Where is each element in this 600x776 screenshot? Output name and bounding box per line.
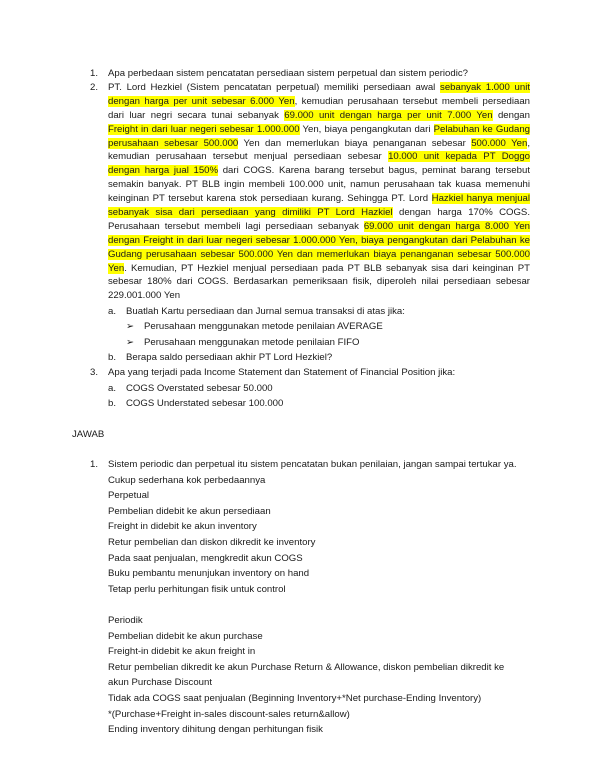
text-segment: , xyxy=(527,137,530,149)
answer-line: Retur pembelian dan diskon dikredit ke inventory xyxy=(108,536,316,548)
answer-line: Tetap perlu perhitungan fisik untuk control xyxy=(108,583,286,595)
answer-line: akun Purchase Discount xyxy=(108,677,212,689)
question-2a-text: Buatlah Kartu persediaan dan Jurnal semua transaksi di atas jika: xyxy=(126,306,405,317)
question-2-line xyxy=(108,192,530,206)
question-3a xyxy=(108,382,273,396)
question-3-number: 3. xyxy=(90,367,99,378)
bullet-average-text: Perusahaan menggunakan metode penilaian AVERAGE xyxy=(144,321,383,332)
question-2-line xyxy=(108,289,530,303)
question-3a-label: a. xyxy=(108,383,117,394)
answer-line: Retur pembelian dikredit ke akun Purchase Return & Allowance, diskon pembelian dikredit ke xyxy=(108,661,505,673)
highlighted-text: 10.000 unit kepada PT Doggo xyxy=(388,151,530,163)
question-2b-text: Berapa saldo persediaan akhir PT Lord Hezkiel? xyxy=(126,352,333,363)
question-3b-label: b. xyxy=(108,398,117,409)
question-2-line xyxy=(108,262,530,276)
text-segment: keinginan PT tersebut karena stok persediaan kurang. Sehingga PT. Lord xyxy=(108,193,432,205)
highlighted-text: 500.000 Yen xyxy=(471,137,528,149)
highlighted-text: perusahaan sebesar 500.000 xyxy=(108,137,239,149)
answer-line: Freight in didebit ke akun inventory xyxy=(108,521,257,533)
highlighted-text: sebanyak 1.000 unit xyxy=(440,82,530,93)
text-segment: dengan xyxy=(492,109,530,121)
question-3-text: Apa yang terjadi pada Income Statement dan Statement of Financial Position jika: xyxy=(108,367,456,378)
highlighted-text: dengan harga jual 150% xyxy=(108,165,219,177)
question-2-line xyxy=(108,275,530,289)
question-2a-label: a. xyxy=(108,306,117,317)
answer-1-number: 1. xyxy=(90,459,99,470)
answer-line: Freight-in didebit ke akun freight in xyxy=(108,646,256,658)
text-segment: 229.001.000 Yen xyxy=(108,290,181,302)
arrow-bullet-icon: ➢ xyxy=(126,337,135,348)
bullet-average xyxy=(126,320,383,334)
question-3a-text: COGS Overstated sebesar 50.000 xyxy=(126,383,273,394)
question-2b xyxy=(108,351,332,365)
question-2-line xyxy=(108,220,530,234)
text-segment: kemudian perusahaan tersebut menjual persediaan sebesar xyxy=(108,151,389,163)
question-2-line xyxy=(108,206,530,220)
question-2-line xyxy=(108,234,530,248)
text-segment: dengan harga 170% COGS. xyxy=(392,207,530,219)
highlighted-text: Hazkiel hanya menjual xyxy=(431,193,530,205)
question-2-line xyxy=(108,109,530,123)
question-2-line xyxy=(108,164,530,178)
text-segment: PT. Lord Hezkiel (Sistem pencatatan perpetual) memiliki persediaan awal xyxy=(108,82,441,93)
answer-line: Tidak ada COGS saat penjualan (Beginning Inventory+*Net purchase-Ending Inventory) xyxy=(108,692,482,704)
bullet-fifo-text: Perusahaan menggunakan metode penilaian FIFO xyxy=(144,337,360,348)
answer-line: Pembelian didebit ke akun persediaan xyxy=(108,505,271,517)
question-2-line xyxy=(108,123,530,137)
answer-line: Sistem periodic dan perpetual itu sistem pencatatan bukan penilaian, jangan sampai tertukar ya. xyxy=(108,459,517,470)
answer-line: Periodik xyxy=(108,614,143,626)
question-1-text: Apa perbedaan sistem pencatatan persediaan sistem perpetual dan sistem periodic? xyxy=(108,68,468,79)
answer-heading: JAWAB xyxy=(72,429,105,440)
answer-line: *(Purchase+Freight in-sales discount-sales return&allow) xyxy=(108,708,350,720)
answer-line: Cukup sederhana kok perbedaannya xyxy=(108,474,266,486)
question-2-number: 2. xyxy=(90,82,99,93)
highlighted-text: dengan harga per unit sebesar 6.000 Yen xyxy=(108,95,295,107)
highlighted-text: sebanyak sisa dari persediaan yang dimiliki PT Lord Hazkiel xyxy=(108,207,393,219)
arrow-bullet-icon: ➢ xyxy=(126,321,135,332)
text-segment: Yen, biaya pengangkutan dari xyxy=(299,123,434,135)
highlighted-text: 69.000 unit dengan harga per unit 7.000 Yen xyxy=(284,109,493,121)
highlighted-text: dengan Freight in dari luar negeri sebesar 1.000.000 Yen, biaya pengangkutan dari Pelabuhan ke xyxy=(108,234,530,246)
question-2-line xyxy=(108,248,530,262)
question-3b xyxy=(108,397,283,411)
highlighted-text: Freight in dari luar negeri sebesar 1.000.000 xyxy=(108,123,300,135)
answer-line: Buku pembantu menunjukan inventory on hand xyxy=(108,568,310,580)
answer-1-body xyxy=(108,457,517,738)
answer-line: Pada saat penjualan, mengkredit akun COGS xyxy=(108,552,303,564)
text-segment: dari COGS. Karena barang tersebut bagus, peminat barang tersebut xyxy=(218,165,530,177)
text-segment: , kemudian perusahaan tersebut membeli persediaan xyxy=(294,95,530,107)
text-segment: Perusahaan tersebut membeli lagi persediaan sebanyak xyxy=(108,220,364,232)
question-2-line xyxy=(108,95,530,109)
answer-line: Perpetual xyxy=(108,490,150,502)
highlighted-text: 69.000 unit dengan harga 8.000 Yen xyxy=(363,220,530,232)
question-3b-text: COGS Understated sebesar 100.000 xyxy=(126,398,284,409)
bullet-fifo xyxy=(126,336,359,350)
text-segment: semakin banyak. PT BLB ingin membeli 100.000 unit, namun perusahaan tak kuasa memenuhi xyxy=(108,179,530,191)
question-1-number: 1. xyxy=(90,68,99,79)
question-2-line xyxy=(108,137,530,151)
answer-line: Pembelian didebit ke akun purchase xyxy=(108,630,263,642)
question-2a xyxy=(108,305,405,319)
question-2-paragraph xyxy=(108,81,530,303)
question-2b-label: b. xyxy=(108,352,117,363)
highlighted-text: Pelabuhan ke Gudang xyxy=(433,123,530,135)
question-2-line xyxy=(108,150,530,164)
question-2-line xyxy=(108,81,530,95)
answer-line xyxy=(108,597,517,613)
text-segment: Yen dan memerlukan biaya penanganan sebesar xyxy=(238,137,472,149)
text-segment: sebesar 180% dari COGS. Berdasarkan pemeriksaan fisik, diperoleh nilai persediaan sebesar xyxy=(108,276,530,288)
answer-line: Ending inventory dihitung dengan perhitungan fisik xyxy=(108,724,323,736)
text-segment: dari luar negri secara tunai sebanyak xyxy=(108,109,285,121)
question-2-line xyxy=(108,178,530,192)
highlighted-text: Gudang perusahaan sebesar 500.000 Yen dan memerlukan biaya penanganan sebesar 500.000 xyxy=(108,248,530,260)
highlighted-text: Yen xyxy=(108,262,125,274)
text-segment: . Kemudian, PT Hezkiel menjual persediaan pada PT BLB sebanyak sisa dari keinginan PT xyxy=(124,262,530,274)
